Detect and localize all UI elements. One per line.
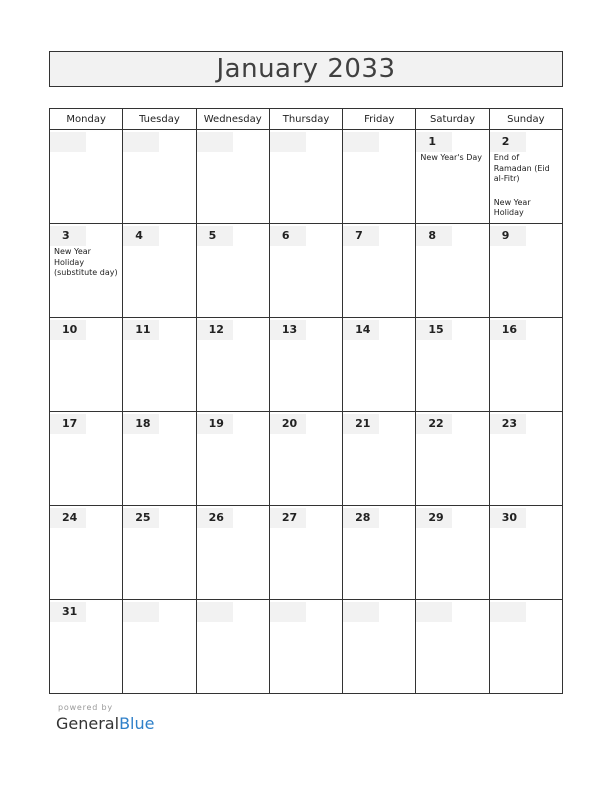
day-number: 19 — [197, 414, 233, 434]
day-number — [343, 132, 379, 152]
footer-branding — [56, 703, 154, 733]
day-cell — [269, 130, 342, 224]
day-cell — [343, 600, 416, 694]
day-cell — [489, 600, 562, 694]
day-cell — [123, 506, 196, 600]
day-number: 11 — [123, 320, 159, 340]
weekday-header: Wednesday — [196, 109, 269, 130]
day-number: 4 — [123, 226, 159, 246]
day-cell — [416, 600, 489, 694]
holiday-label: New Year Holiday — [493, 197, 531, 217]
brand-blue: Blue — [119, 714, 155, 733]
day-number — [123, 602, 159, 622]
day-number — [270, 602, 306, 622]
week-row — [50, 130, 563, 224]
day-cell — [416, 224, 489, 318]
day-number: 9 — [490, 226, 526, 246]
brand-general: General — [56, 714, 120, 733]
day-cell — [123, 600, 196, 694]
day-cell — [196, 130, 269, 224]
weekday-header: Tuesday — [123, 109, 196, 130]
day-cell — [343, 130, 416, 224]
week-row — [50, 506, 563, 600]
week-row — [50, 412, 563, 506]
day-number: 15 — [416, 320, 452, 340]
brand-logo — [56, 714, 154, 733]
day-cell — [123, 318, 196, 412]
holiday-label: End of Ramadan (Eid al-Fitr) — [493, 153, 550, 183]
weekday-header: Thursday — [269, 109, 342, 130]
day-number: 27 — [270, 508, 306, 528]
day-number: 20 — [270, 414, 306, 434]
holiday-label: New Year Holiday (substitute day) — [54, 247, 118, 277]
day-cell — [269, 318, 342, 412]
day-number: 7 — [343, 226, 379, 246]
day-number: 5 — [197, 226, 233, 246]
day-cell — [269, 600, 342, 694]
day-number — [197, 132, 233, 152]
day-number: 25 — [123, 508, 159, 528]
powered-by-text: powered by — [58, 703, 113, 712]
day-cell — [123, 130, 196, 224]
day-number: 31 — [50, 602, 86, 622]
day-number — [123, 132, 159, 152]
day-cell — [489, 506, 562, 600]
calendar-title: January 2033 — [216, 54, 396, 84]
day-number: 12 — [197, 320, 233, 340]
calendar-body — [50, 130, 563, 694]
day-number: 30 — [490, 508, 526, 528]
day-cell — [416, 318, 489, 412]
day-cell — [50, 318, 123, 412]
day-number — [416, 602, 452, 622]
day-number: 13 — [270, 320, 306, 340]
day-cell — [196, 506, 269, 600]
day-cell — [269, 412, 342, 506]
day-cell — [196, 412, 269, 506]
day-number: 8 — [416, 226, 452, 246]
day-number — [270, 132, 306, 152]
weekday-header-row — [50, 109, 563, 130]
day-cell — [123, 412, 196, 506]
week-row — [50, 224, 563, 318]
day-number — [343, 602, 379, 622]
day-number: 23 — [490, 414, 526, 434]
day-number: 21 — [343, 414, 379, 434]
day-number: 24 — [50, 508, 86, 528]
day-cell — [343, 318, 416, 412]
calendar-title-box — [49, 51, 563, 87]
day-cell — [489, 412, 562, 506]
week-row — [50, 600, 563, 694]
day-number: 3 — [50, 226, 86, 246]
weekday-header: Friday — [343, 109, 416, 130]
day-cell — [489, 130, 562, 224]
day-number: 1 — [416, 132, 452, 152]
day-number — [490, 602, 526, 622]
day-cell — [196, 224, 269, 318]
day-cell — [50, 506, 123, 600]
day-cell — [123, 224, 196, 318]
day-number: 16 — [490, 320, 526, 340]
day-cell — [343, 506, 416, 600]
day-number: 22 — [416, 414, 452, 434]
day-cell — [50, 412, 123, 506]
day-cell — [489, 224, 562, 318]
holiday-label: New Year's Day — [420, 153, 483, 162]
weekday-header: Monday — [50, 109, 123, 130]
day-cell — [343, 412, 416, 506]
day-cell — [196, 318, 269, 412]
day-cell — [416, 506, 489, 600]
day-number: 2 — [490, 132, 526, 152]
week-row — [50, 318, 563, 412]
day-number: 28 — [343, 508, 379, 528]
day-cell — [416, 412, 489, 506]
day-cell — [50, 224, 123, 318]
day-cell — [269, 506, 342, 600]
day-cell — [269, 224, 342, 318]
weekday-header: Saturday — [416, 109, 489, 130]
day-number: 6 — [270, 226, 306, 246]
day-cell — [416, 130, 489, 224]
day-cell — [196, 600, 269, 694]
day-number: 17 — [50, 414, 86, 434]
calendar-grid — [49, 108, 563, 694]
day-cell — [50, 600, 123, 694]
day-number: 10 — [50, 320, 86, 340]
day-cell — [50, 130, 123, 224]
day-cell — [489, 318, 562, 412]
day-number — [197, 602, 233, 622]
day-number: 29 — [416, 508, 452, 528]
day-number — [50, 132, 86, 152]
day-cell — [343, 224, 416, 318]
day-number: 14 — [343, 320, 379, 340]
weekday-header: Sunday — [489, 109, 562, 130]
day-number: 26 — [197, 508, 233, 528]
day-number: 18 — [123, 414, 159, 434]
